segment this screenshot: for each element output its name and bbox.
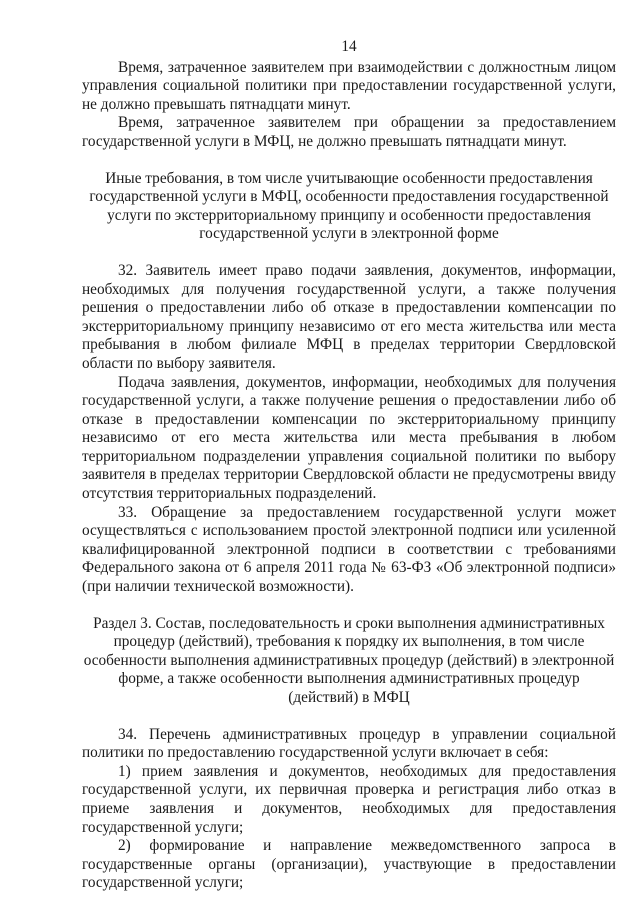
- paragraph-32: 32. Заявитель имеет право подачи заявления, документов, информации, необходимых для получения государственной услуги, а также получения решения о предоставлении либо об отказе в предоставлении компенсации по экстерриториальному принципу независимо от его места жительства или места пребывания в любом филиале МФЦ в пределах территории Свердловской области по выбору заявителя.: [82, 261, 616, 372]
- paragraph-time-mfc: Время, затраченное заявителем при обращении за предоставлением государственной услуги в МФЦ, не должно превышать пятнадцати минут.: [82, 114, 616, 150]
- heading-section-3: Раздел 3. Состав, последовательность и сроки выполнения административных процедур (действий), требования к порядку их выполнения, в том числе особенности выполнения административных процедур (действий) в электронной форме, а также особенности выполнения административных процедур (действий) в МФЦ: [83, 614, 615, 706]
- page-number: 14: [341, 38, 357, 55]
- paragraph-34: 34. Перечень административных процедур в управлении социальной политики по предоставлению государственной услуги включает в себя:: [82, 725, 616, 762]
- heading-other-requirements: Иные требования, в том числе учитывающие особенности предоставления государственной услуги в МФЦ, особенности предоставления государственной услуги по экстерриториальному принципу и особенности предоставления государственной услуги в электронной форме: [89, 169, 609, 243]
- paragraph-32-continued: Подача заявления, документов, информации, необходимых для получения государственной услуги, а также получение решения о предоставлении либо об отказе в предоставлении компенсации по экстерриториальному принципу независимо от его места жительства или места пребывания в любом территориальном подразделении управления социальной политики по выбору заявителя в пределах территории Свердловской области не предусмотрены ввиду отсутствия территориальных подразделений.: [82, 373, 616, 503]
- paragraph-34-item-1: 1) прием заявления и документов, необходимых для предоставления государственной услуги, их первичная проверка и регистрация либо отказ в приеме заявления и документов, необходимых для предоставления государственной услуги;: [82, 762, 616, 836]
- paragraph-time-official: Время, затраченное заявителем при взаимодействии с должностным лицом управления социальной политики при предоставлении государственной услуги, не должно превышать пятнадцати минут.: [82, 58, 616, 113]
- paragraph-34-item-2: 2) формирование и направление межведомственного запроса в государственные органы (организации), участвующие в предоставлении государственной услуги;: [82, 837, 616, 892]
- paragraph-33: 33. Обращение за предоставлением государственной услуги может осуществляться с использованием простой электронной подписи или усиленной квалифицированной электронной подписи в соответствии с требованиями Федерального закона от 6 апреля 2011 года № 63-ФЗ «Об электронной подписи» (при наличии технической возможности).: [82, 503, 616, 596]
